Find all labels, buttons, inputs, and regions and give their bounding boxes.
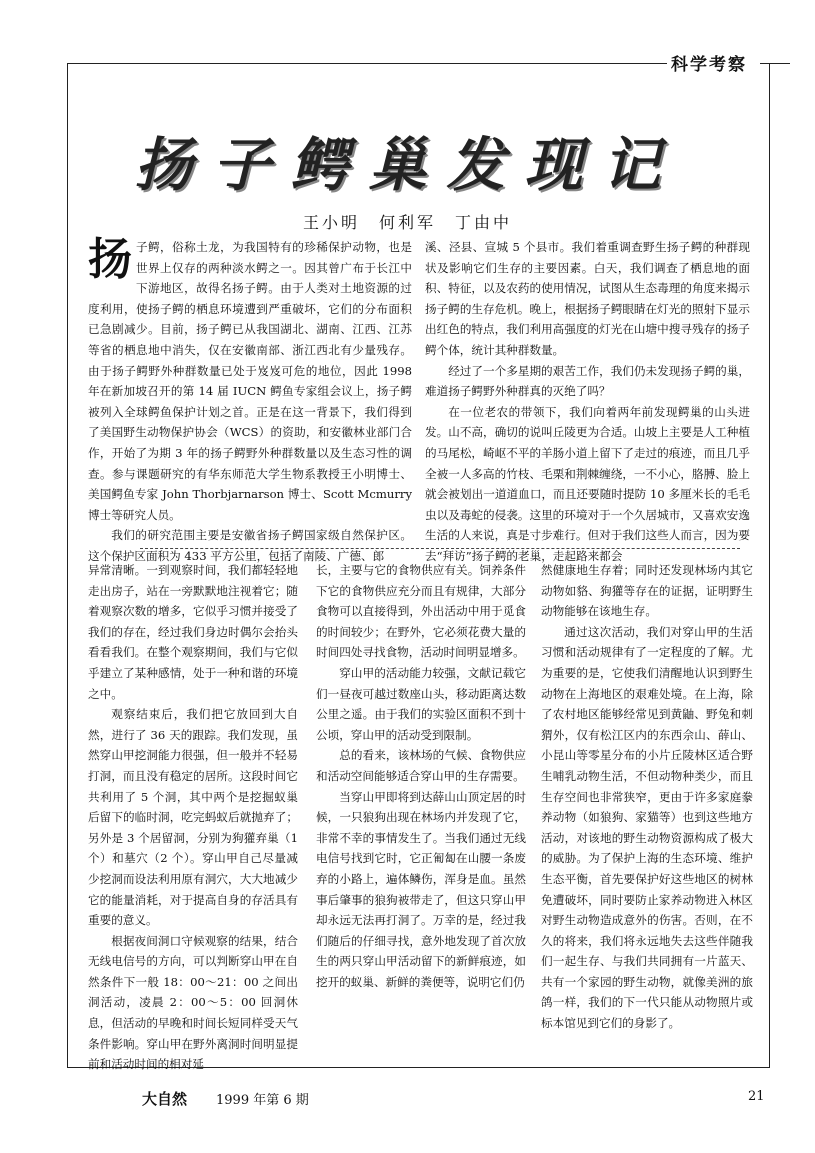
paragraph: 长，主要与它的食物供应有关。饲养条件下它的食物供应充分而且有规律，大部分食物可以直接得到，外出活动中用于觅食的时间较少；在野外，它必须花费大量的时间四处寻找食物，活动时间明显增多。 <box>316 563 526 660</box>
intro-text: 子鳄，俗称土龙，为我国特有的珍稀保护动物，也是世界上仅存的两种淡水鳄之一。因其曾广布于长江中下游地区，故得名扬子鳄。由于人类对土地资源的过度利用，使扬子鳄的栖息环境遭到严重破坏，它们的分布面积已急剧减少。目前，扬子鳄已从我国湖北、湖南、江西、江苏等省的栖息地中消失，仅在安徽南部、浙江西北有少量残存。由于扬子鳄野外种群数量已处于岌岌可危的地位，因此 1998 年在新加坡召开的第 14 届 IUCN 鳄鱼专家组会议上，扬子鳄被列入全球鳄鱼保护计划之首。正是在这一背景下，我们得到了美国野生动物保护协会（WCS）的资助，和安徽林业部门合作，开始了为期 3 年的扬子鳄野外种群数量以及生态习性的调查。参与课题研究的有华东师范大学生物系教授王小明博士、美国鳄鱼专家 John Thorbjarnarson 博士、Scott Mcmurry 博士等研究人员。 <box>88 240 412 522</box>
footer-issue: 1999 年第 6 期 <box>216 1093 309 1108</box>
paragraph: 异常清晰。一到观察时间，我们都轻轻地走出房子，站在一旁默默地注视着它；随着观察次数的增多，它似乎习惯并接受了我们的存在，经过我们身边时偶尔会抬头看看我们。在整个观察期间，我们与它似乎建立了某种感情，处于一种和谐的环境之中。 <box>88 563 298 701</box>
top-left-column <box>88 234 412 567</box>
bottom-column-2 <box>316 560 526 992</box>
paragraph: 溪、泾县、宣城 5 个县市。我们着重调查野生扬子鳄的种群现状及影响它们生存的主要因素。白天，我们调查了栖息地的面积、特征，以及农药的使用情况，试图从生态毒理的角度来揭示扬子鳄的生存危机。晚上，根据扬子鳄眼睛在灯光的照射下显示出红色的特点，我们利用高强度的灯光在山塘中搜寻残存的扬子鳄个体，统计其种群数量。 <box>425 240 750 357</box>
paragraph: 通过这次活动，我们对穿山甲的生活习惯和活动规律有了一定程度的了解。尤为重要的是，它使我们清醒地认识到野生动物在上海地区的艰难处境。在上海，除了农村地区能够经常见到黄鼬、野兔和刺猬外，仅有松江区内的东西佘山、薛山、小昆山等零星分布的小片丘陵林区适合野生哺乳动物生活，不但动物种类少，而且生存空间也非常狭窄，更由于许多家庭豢养动物（如狼狗、家猫等）也到这些地方活动，对该地的野生动物资源构成了极大的威胁。为了保护上海的生态环境、维护生态平衡，首先要保护好这些地区的树林免遭破坏，同时要防止家养动物进入林区对野生动物造成意外的伤害。否则，在不久的将来，我们将永远地失去这些伴随我们一起生存、与我们共同拥有一片蓝天、共有一个家园的野生动物，就像美洲的旅鸽一样，我们的下一代只能从动物照片或标本馆见到它们的身影了。 <box>541 624 753 1031</box>
paragraph: 观察结束后，我们把它放回到大自然，进行了 36 天的跟踪。我们发现，虽然穿山甲挖洞能力很强，但一般并不轻易打洞，而且没有稳定的居所。这段时间它共利用了 5 个洞，其中两个是挖掘蚁巢后留下的临时洞，吃完蚂蚁后就抛弃了；另外是 3 个居留洞，分别为狗獾弃巢（1 个）和墓穴（2 个）。穿山甲自己尽量减少挖洞而设法利用原有洞穴，大大地减少它的能量消耗，对于提高自身的存活具有重要的意义。 <box>88 707 298 928</box>
bottom-column-3 <box>541 560 753 1034</box>
section-divider <box>140 548 740 549</box>
paragraph: 然健康地生存着；同时还发现林场内其它动物如貉、狗獾等存在的证据，证明野生动物能够在该地生存。 <box>541 563 753 619</box>
section-label: 科学考察 <box>671 55 747 75</box>
paragraph: 我们的研究范围主要是安徽省扬子鳄国家级自然保护区。这个保护区面积为 433 平方公里，包括了南陵、广德、郎 <box>88 528 412 563</box>
paragraph: 经过了一个多星期的艰苦工作，我们仍未发现扬子鳄的巢，难道扬子鳄野外种群真的灭绝了吗？ <box>425 363 750 399</box>
page-number: 21 <box>748 1089 765 1104</box>
dropcap: 扬 <box>88 234 132 285</box>
paragraph: 穿山甲的活动能力较强，文献记载它们一昼夜可越过数座山头，移动距离达数公里之遥。由于我们的实验区面积不到十公顷，穿山甲的活动受到限制。 <box>316 665 526 742</box>
paragraph: 在一位老农的带领下，我们向着两年前发现鳄巢的山头进发。山不高，确切的说叫丘陵更为合适。山坡上主要是人工种植的马尾松，崎岖不平的羊肠小道上留下了走过的痕迹，而且几乎全被一人多高的竹枝、毛栗和荆棘缠绕，一不小心，胳膊、脸上就会被划出一道道血口，而且还要随时提防 10 多厘米长的毛毛虫以及毒蛇的侵袭。这里的环境对于一个久居城市，又喜欢安逸生活的人来说，真是寸步难行。但对于我们这些人而言，因为要去“拜访”扬子鳄的老巢，走起路来都会 <box>425 404 750 563</box>
intro-paragraph <box>88 234 412 525</box>
article-title: 扬子鳄巢发现记 <box>134 131 681 199</box>
article-authors: 王小明 何利军 丁由中 <box>302 213 512 232</box>
paragraph: 当穿山甲即将到达薛山山顶定居的时候，一只狼狗出现在林场内并发现了它，非常不幸的事情发生了。当我们通过无线电信号找到它时，它正匍匐在山腰一条废弃的小路上，遍体鳞伤，浑身是血。虽然事后肇事的狼狗被带走了，但这只穿山甲却永远无法再打洞了。万幸的是，经过我们随后的仔细寻找，意外地发现了首次放生的两只穿山甲活动留下的新鲜痕迹，如挖开的蚁巢、新鲜的粪便等，说明它们仍 <box>316 789 526 989</box>
bottom-column-1 <box>88 560 298 1075</box>
top-right-column <box>425 237 750 567</box>
paragraph: 根据夜间洞口守候观察的结果，结合无线电信号的方向，可以判断穿山甲在自然条件下一般 18：00～21：00 之间出洞活动，凌晨 2：00～5：00 回洞休息，但活动的早晚和时间长短同样受天气条件影响。穿山甲在野外离洞时间明显提前和活动时间的相对延 <box>88 933 298 1072</box>
footer-magazine-name: 大自然 <box>142 1090 188 1108</box>
paragraph: 总的看来，该林场的气候、食物供应和活动空间能够适合穿山甲的生存需要。 <box>316 748 526 783</box>
